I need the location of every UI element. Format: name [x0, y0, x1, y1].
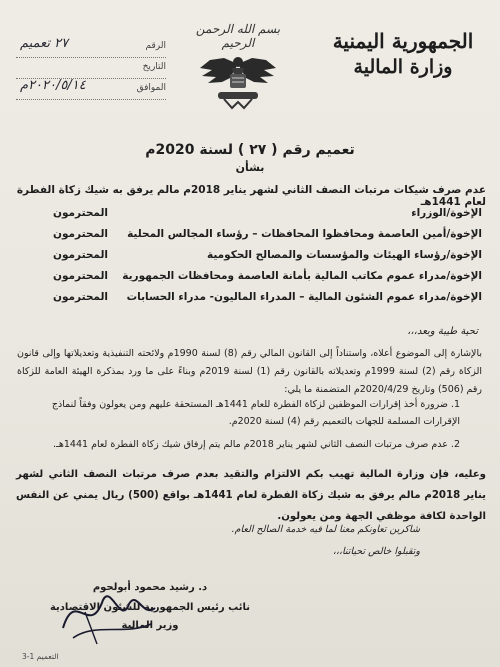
reference-block	[16, 36, 166, 103]
item-text: ضرورة أخذ إقرارات الموظفين لزكاة الفطرة للعام 1441هـ المستحقة عليهم ومن يعولون وفقاً لنماذج الإقرارات المسلمة للجهات بالتعميم رقم (4) لسنة 2020م.	[51, 399, 460, 427]
signatory-name: د. رشيد محمود أبولحوم	[92, 582, 208, 593]
page-footer: التعميم 1-3	[22, 652, 59, 661]
date-label: التاريخ	[142, 62, 166, 72]
addressee-text: الإخوة/رؤساء الهيئات والمؤسسات والمصالح الحكومية	[206, 249, 482, 261]
honorific: المحترمون	[53, 249, 109, 261]
number-value: ٢٧ تعميم	[20, 36, 69, 51]
numbered-item	[20, 396, 460, 430]
circular-title: تعميم رقم ( ٢٧ ) لسنة 2020م	[145, 142, 355, 158]
signatory-title: نائب رئيس الجمهورية للشئون الاقتصادية	[49, 602, 250, 613]
yemen-eagle-emblem-icon	[196, 52, 280, 114]
republic-name: الجمهورية اليمنية	[332, 29, 474, 53]
basmala: بسم الله الرحمن الرحيم	[195, 22, 281, 50]
letterhead-emblem	[192, 22, 284, 114]
directive-paragraph: وعليه، فإن وزارة المالية تهيب بكم الالتزام والتقيد بعدم صرف مرتبات النصف الثاني لشهر يناير 2018م مالم يرفق به شيك زكاة الفطرة لعام 1441هـ بواقع (500) ريال يمني عن النفس الواحدة لكافة موظفي الجهة ومن يعولون.	[16, 469, 486, 522]
addressee-text: الإخوة/الوزراء	[411, 207, 482, 219]
greeting: تحية طيبة وبعد،،،	[407, 326, 478, 337]
addressee-text: الإخوة/أمين العاصمة ومحافظوا المحافظات – رؤساء المجالس المحلية	[127, 228, 482, 240]
ministry-name: وزارة المالية	[353, 56, 453, 78]
numbered-item	[20, 436, 460, 453]
addressee-line	[17, 291, 482, 307]
body-paragraph: بالإشارة إلى الموضوع أعلاه، واستناداً إلى القانون المالي رقم (8) لسنة 1990م ولائحته التنفيذية وتعديلاتها وإلى قانون الزكاة رقم (2) لسنة 1999م وتعديلاته بالقانون رقم (1) لسنة 2019م وبناءً على ما ورد بمذكرة الهيئة العامة للزكاة رقم (506) وتاريخ 2020/4/29م المتضمنة ما يلي:	[17, 348, 483, 395]
item-text: عدم صرف مرتبات النصف الثاني لشهر يناير 2018م مالم يتم إرفاق شيك زكاة الفطرة لعام 1441هـ.	[53, 439, 448, 450]
addressee-line	[17, 270, 482, 286]
closing-line: شاكرين تعاونكم معنا لما فيه خدمة الصالح العام.	[231, 524, 420, 535]
addressee-text: الإخوة/مدراء عموم مكاتب المالية بأمانة العاصمة ومحافظات الجمهورية	[122, 270, 482, 282]
signatory-position: وزير المالية	[121, 620, 179, 631]
honorific: المحترمون	[53, 270, 109, 282]
circular-subtitle: بشأن	[235, 161, 265, 174]
closing-line: وتقبلوا خالص تحياتنا،،،	[332, 546, 420, 557]
honorific: المحترمون	[53, 207, 109, 219]
letterhead-issuer	[328, 28, 478, 80]
number-label: الرقم	[145, 41, 166, 51]
subject-line: عدم صرف شيكات مرتبات النصف الثاني لشهر يناير 2018م مالم يرفق به شيك زكاة الفطرة لعام 1441هـ	[16, 184, 486, 208]
corresponding-label: الموافق	[136, 83, 166, 93]
item-number: 2.	[450, 439, 460, 450]
honorific: المحترمون	[53, 291, 109, 303]
addressee-line	[17, 228, 482, 244]
date-value: ٢٠٢٠/٥/١٤م	[20, 78, 86, 93]
addressee-text: الإخوة/مدراء عموم الشئون المالية – المدراء الماليون- مدراء الحسابات	[126, 291, 482, 303]
addressee-line	[17, 207, 482, 223]
honorific: المحترمون	[53, 228, 109, 240]
handwritten-signature-icon	[55, 578, 165, 648]
addressee-line	[17, 249, 482, 265]
item-number: 1.	[450, 399, 460, 410]
